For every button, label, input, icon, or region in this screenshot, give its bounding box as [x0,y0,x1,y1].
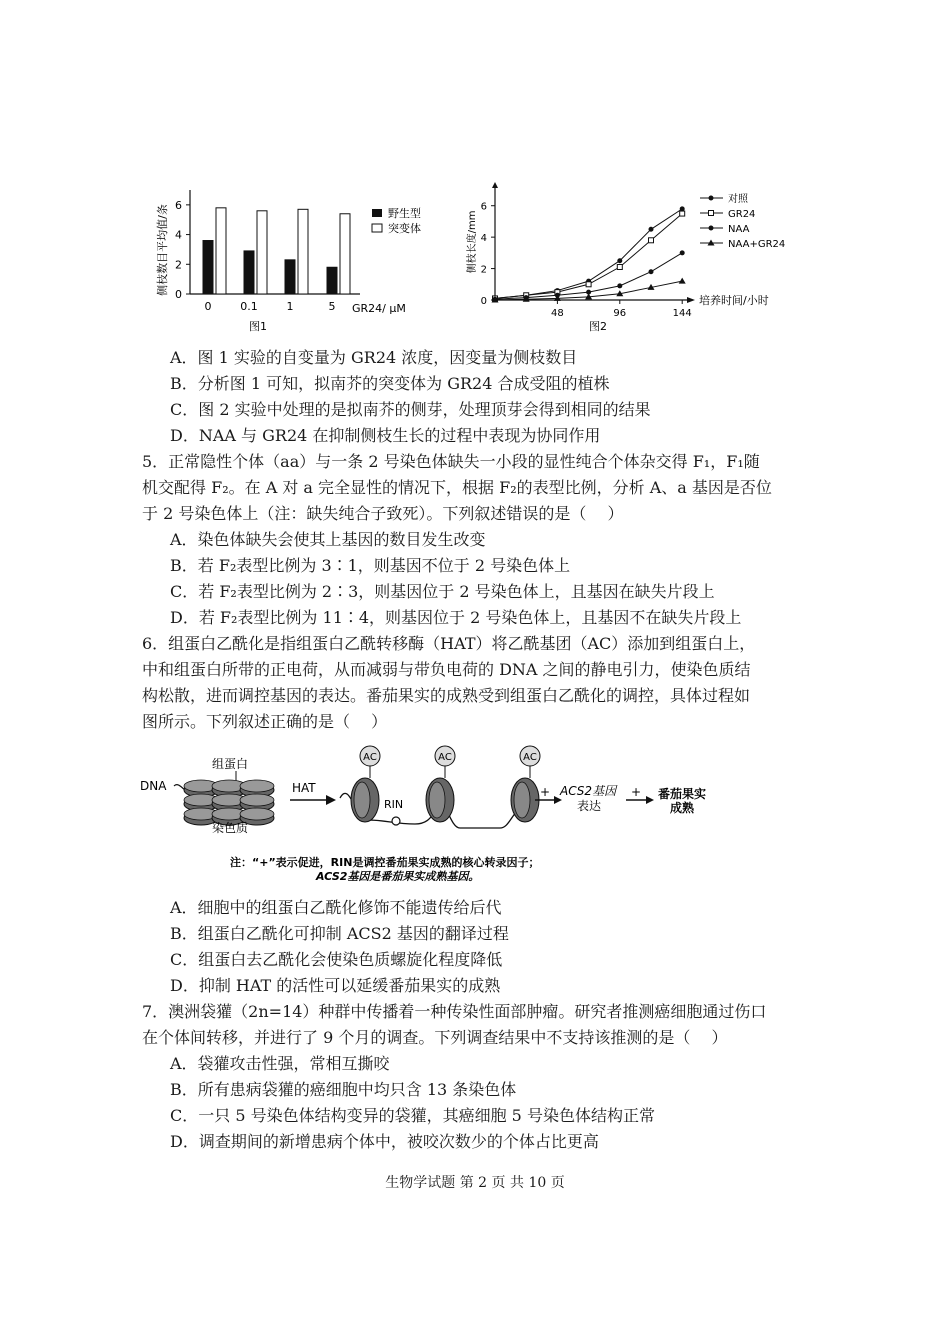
q4-option-b: B．分析图 1 可知，拟南芥的突变体为 GR24 合成受阻的植株 [170,374,610,393]
fig1-xtick-label: 0.1 [240,300,258,313]
fig2-ytick-label: 0 [480,296,487,307]
condensed-chromatin [184,780,274,825]
histone-disc-top [240,780,274,792]
q4-option-a: A．图 1 实验的自变量为 GR24 浓度，因变量为侧枝数目 [170,348,578,367]
ac-label: AC [438,752,452,763]
figure-2 [455,182,805,337]
fig2-point [679,278,686,284]
fig2-point [680,211,685,216]
fig1-caption: 图1 [249,320,267,333]
fig1-legend-swatch-mutant [372,224,382,232]
fig1-ytick-label: 0 [175,288,182,301]
fig1-bar-wild [327,267,337,294]
fig1-bar-mutant [216,208,226,294]
q6-option-b: B．组蛋白乙酰化可抑制 ACS2 基因的翻译过程 [170,924,509,943]
fig2-point [649,227,654,232]
fig2-point [617,283,622,288]
fig1-bar-wild [244,251,254,294]
fig1-bar-mutant [340,214,350,294]
fig2-legend-label: NAA+GR24 [728,239,786,250]
q5-option-b: B．若 F₂表型比例为 3∶1，则基因不位于 2 号染色体上 [170,556,571,575]
acs2-label-line-1: ACS2基因 [560,784,617,798]
q7-option-b: B．所有患病袋獾的癌细胞中均只含 13 条染色体 [170,1080,517,1099]
fig2-xlabel: 培养时间/小时 [699,294,769,307]
figure-1 [140,182,440,337]
ripen-label-line-2: 成熟 [670,801,695,815]
fig2-xtick-label: 96 [613,308,627,319]
ripen-label-line-1: 番茄果实 [658,787,707,801]
rin-factor [392,817,400,825]
q7-option-d: D．调查期间的新增患病个体中，被咬次数少的个体占比更高 [170,1132,599,1151]
fig1-ytick-label: 6 [175,198,182,212]
fig2-legend-label: 对照 [728,194,748,205]
nucleosome-face [514,782,530,818]
fig2-ytick-label: 4 [480,233,487,245]
fig2-point [680,250,685,255]
fig2-legend-label: GR24 [728,209,756,220]
histone-label: 组蛋白 [212,757,249,771]
fig2-legend-marker [709,226,714,231]
fig2-caption: 图2 [589,320,607,333]
fig2-legend-marker [709,196,714,201]
hat-label: HAT [292,781,316,795]
fig2-ytick-label: 2 [480,264,487,276]
q6-option-c: C．组蛋白去乙酰化会使染色质螺旋化程度降低 [170,950,503,969]
histone-disc-top [240,808,274,820]
fig2-point [586,282,591,287]
nucleosome-face [429,782,445,818]
fig1-xtick-label: 1 [286,300,294,313]
q6-stem-line-4: 图所示。下列叙述正确的是（ ） [142,712,388,731]
fig1-bar-mutant [257,211,267,294]
acs2-label-line-2: 表达 [577,799,602,813]
diagram-note-line-1: 注：“+”表示促进，RIN是调控番茄果实成熟的核心转录因子； [230,856,540,869]
fig1-bar-wild [203,241,213,294]
ac-label: AC [523,752,537,763]
fig2-point [617,265,622,270]
fig2-point [649,238,654,243]
hat-arrow-head [326,795,336,805]
ac-label: AC [363,752,377,763]
q7-stem-line-2: 在个体间转移，并进行了 9 个月的调查。下列调查结果中不支持该推测的是（ ） [142,1028,728,1047]
q6-stem-line-2: 中和组蛋白所带的正电荷，从而减弱与带负电荷的 DNA 之间的静电引力，使染色质结 [142,660,751,679]
q6-option-d: D．抑制 HAT 的活性可以延缓番茄果实的成熟 [170,976,501,995]
dna-label: DNA [140,779,167,793]
fig1-ytick-label: 2 [175,258,182,272]
q7-option-a: A．袋獾攻击性强，常相互撕咬 [170,1054,390,1073]
fig2-ylabel: 侧枝长度/mm [467,210,478,274]
histone-disc-top [240,794,274,806]
fig1-ylabel: 侧枝数目平均值/条 [156,204,169,296]
q5-option-d: D．若 F₂表型比例为 11∶4，则基因位于 2 号染色体上，且基因不在缺失片段上 [170,608,742,627]
q5-option-c: C．若 F₂表型比例为 2∶3，则基因位于 2 号染色体上，且基因在缺失片段上 [170,582,715,601]
fig1-ytick-label: 4 [175,228,182,242]
chromatin-label: 染色质 [212,821,249,835]
q5-stem-line-1: 5．正常隐性个体（aa）与一条 2 号染色体缺失一小段的显性纯合个体杂交得 F₁，F₁随 [142,452,760,471]
q6-option-a: A．细胞中的组蛋白乙酰化修饰不能遗传给后代 [170,898,502,917]
fig1-legend-label-mutant: 突变体 [388,222,421,235]
q7-stem-line-1: 7．澳洲袋獾（2n=14）种群中传播着一种传染性面部肿瘤。研究者推测癌细胞通过伤口 [142,1002,767,1021]
fig1-bar-mutant [298,209,308,294]
fig1-xlabel: GR24/ μM [352,302,406,315]
q6-stem-line-3: 构松散，进而调控基因的表达。番茄果实的成熟受到组蛋白乙酰化的调控，具体过程如 [142,686,751,705]
fig1-xtick-label: 5 [328,300,336,313]
plus-sign-1: + [540,785,551,799]
fig2-point [649,269,654,274]
q5-option-a: A．染色体缺失会使其上基因的数目发生改变 [170,530,486,549]
q6-stem-line-1: 6．组蛋白乙酰化是指组蛋白乙酰转移酶（HAT）将乙酰基团（AC）添加到组蛋白上， [142,634,756,653]
fig1-bar-wild [285,260,295,294]
q5-stem-line-2: 机交配得 F₂。在 A 对 a 完全显性的情况下，根据 F₂的表型比例，分析 A、a 基因是否位 [142,478,772,497]
rin-label: RIN [384,798,404,811]
fig1-legend-swatch-wild [372,209,382,217]
fig1-xtick-label: 0 [204,300,212,313]
nucleosome-face [354,782,370,818]
fig1-legend-label-wild: 野生型 [388,207,421,220]
fig2-point [617,258,622,263]
diagram-note-line-2: ACS2基因是番茄果实成熟基因。 [316,870,480,883]
fig2-legend-marker [709,211,714,216]
histone-acetylation-diagram [140,740,740,890]
plus-sign-2: + [631,785,642,799]
fig2-legend-label: NAA [728,224,750,235]
q5-stem-line-3: 于 2 号染色体上（注：缺失纯合子致死）。下列叙述错误的是（ ） [142,504,624,523]
fig2-xtick-label: 144 [672,308,692,319]
q4-option-c: C．图 2 实验中处理的是拟南芥的侧芽，处理顶芽会得到相同的结果 [170,400,651,419]
promote-arrow-2 [646,796,654,804]
q7-option-c: C．一只 5 号染色体结构变异的袋獾，其癌细胞 5 号染色体结构正常 [170,1106,655,1125]
fig2-xtick-label: 48 [551,308,564,319]
page-footer: 生物学试题 第 2 页 共 10 页 [385,1175,565,1191]
fig2-ytick-label: 6 [480,201,487,213]
q4-option-d: D．NAA 与 GR24 在抑制侧枝生长的过程中表现为协同作用 [170,426,601,445]
